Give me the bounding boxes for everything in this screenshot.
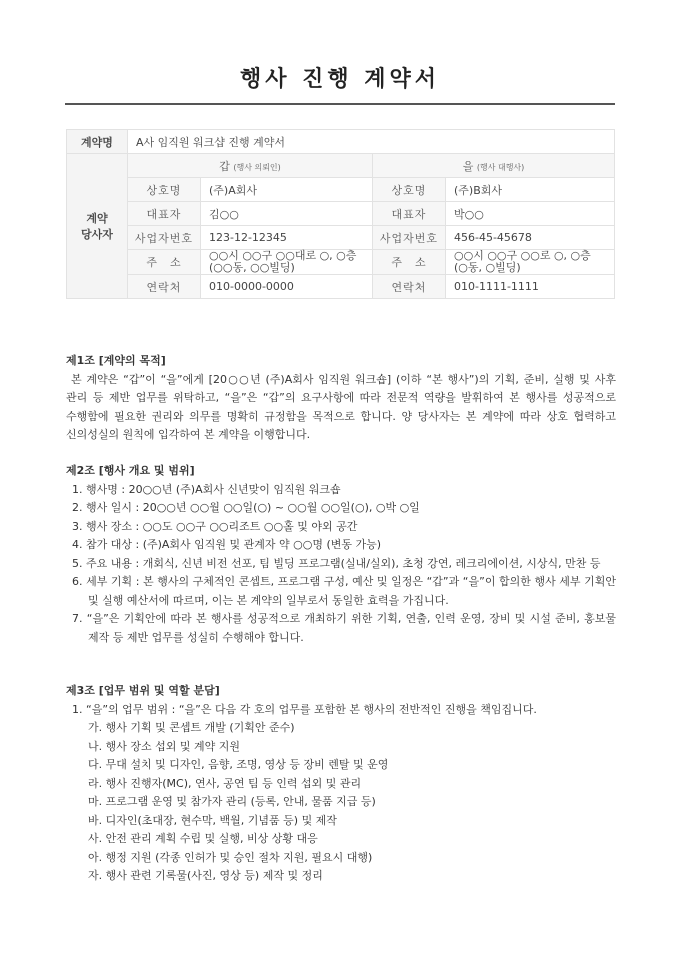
party-b-contact-label: 연락처 xyxy=(373,275,446,299)
article-2-item: 2. 행사 일시 : 20○○년 ○○월 ○○일(○) ~ ○○월 ○○일(○), ○박 ○일 xyxy=(72,501,420,514)
parties-label xyxy=(67,154,128,299)
party-b-address-label: 주 소 xyxy=(373,250,446,275)
article-3-subitem: 나. 행사 장소 섭외 및 계약 지원 xyxy=(88,739,240,753)
party-a-bizno-label: 사업자번호 xyxy=(128,226,201,250)
party-b-address-value: ○○시 ○○구 ○○로 ○, ○층 (○동, ○빌딩) xyxy=(446,250,615,275)
contract-info-table xyxy=(66,129,615,299)
article-3-subitem: 사. 안전 관리 계획 수립 및 실행, 비상 상황 대응 xyxy=(88,832,318,845)
article-3-title: 제3조 [업무 범위 및 역할 분담] xyxy=(66,684,220,697)
article-2-item: 3. 행사 장소 : ○○도 ○○구 ○○리조트 ○○홀 및 야외 공간 xyxy=(72,519,358,533)
document-title: 행사 진행 계약서 xyxy=(239,67,441,92)
party-a-company-label: 상호명 xyxy=(128,178,201,202)
parties-label-line2: 당사자 xyxy=(81,228,113,241)
party-a-company-value: (주)A회사 xyxy=(201,178,373,202)
article-2-item: 7. “을”은 기획안에 따라 본 행사를 성공적으로 개최하기 위한 기획, 연출, 인력 운영, 장비 및 시설 준비, 홍보물 제작 등 제반 업무를 성실히 수행해야 합니다. xyxy=(72,612,616,644)
party-b-contact-value: 010-1111-1111 xyxy=(446,275,615,299)
article-3-subitem: 다. 무대 설치 및 디자인, 음향, 조명, 영상 등 장비 렌탈 및 운영 xyxy=(88,758,389,771)
article-3-subitem: 마. 프로그램 운영 및 참가자 관리 (등록, 안내, 물품 지급 등) xyxy=(88,795,376,808)
article-2-item: 6. 세부 기획 : 본 행사의 구체적인 콘셉트, 프로그램 구성, 예산 및 일정은 “갑”과 “을”이 합의한 행사 세부 기획안 및 실행 예산서에 따르며, 이는 본 계약의 일부로서 동일한 효력을 가집니다. xyxy=(72,575,616,607)
contract-name-value: A사 임직원 워크샵 진행 계약서 xyxy=(128,130,615,154)
party-b-title: 을 xyxy=(462,159,474,173)
article-3-subitem: 가. 행사 기획 및 콘셉트 개발 (기획안 준수) xyxy=(88,721,295,734)
party-b-company-value: (주)B회사 xyxy=(446,178,615,202)
article-2-item: 5. 주요 내용 : 개회식, 신년 비전 선포, 팀 빌딩 프로그램(실내/실외), 초청 강연, 레크리에이션, 시상식, 만찬 등 xyxy=(72,556,601,570)
party-b-bizno-label: 사업자번호 xyxy=(373,226,446,250)
parties-label-line1: 계약 xyxy=(86,212,108,225)
article-3 xyxy=(66,682,616,886)
party-b-company-label: 상호명 xyxy=(373,178,446,202)
party-b-header xyxy=(373,154,615,178)
article-1 xyxy=(66,352,616,445)
party-b-ceo-value: 박○○ xyxy=(446,202,615,226)
party-b-ceo-label: 대표자 xyxy=(373,202,446,226)
party-a-contact-value: 010-0000-0000 xyxy=(201,275,373,299)
article-3-subitem: 자. 행사 관련 기록물(사진, 영상 등) 제작 및 정리 xyxy=(88,869,323,882)
party-a-ceo-value: 김○○ xyxy=(201,202,373,226)
contract-name-label: 계약명 xyxy=(67,130,128,154)
party-a-address-value: ○○시 ○○구 ○○대로 ○, ○층 (○○동, ○○빌딩) xyxy=(201,250,373,275)
party-a-contact-label: 연락처 xyxy=(128,275,201,299)
article-2-item: 4. 참가 대상 : (주)A회사 임직원 및 관계자 약 ○○명 (변동 가능) xyxy=(72,538,382,551)
title-divider xyxy=(65,103,615,105)
article-3-subitem: 라. 행사 진행자(MC), 연사, 공연 팀 등 인력 섭외 및 관리 xyxy=(88,776,362,790)
article-3-subitem: 바. 디자인(초대장, 현수막, 백월, 기념품 등) 및 제작 xyxy=(88,813,337,827)
party-a-bizno-value: 123-12-12345 xyxy=(201,226,373,250)
party-a-note: (행사 의뢰인) xyxy=(233,162,281,172)
party-b-bizno-value: 456-45-45678 xyxy=(446,226,615,250)
party-a-title: 갑 xyxy=(219,159,230,173)
party-a-ceo-label: 대표자 xyxy=(128,202,201,226)
article-2-title: 제2조 [행사 개요 및 범위] xyxy=(66,464,195,477)
article-2-item: 1. 행사명 : 20○○년 (주)A회사 신년맞이 임직원 워크숍 xyxy=(72,482,341,496)
article-2 xyxy=(66,462,616,647)
article-1-body: 본 계약은 “갑”이 “을”에게 [20○○년 (주)A회사 임직원 워크숍] (이하 “본 행사”)의 기획, 준비, 실행 및 사후 관리 등 제반 업무를 위탁하고, “을”은 “갑”의 요구사항에 따라 전문적 역량을 발휘하여 본 행사를 성공적으로 수행함에 필요한 권리와 의무를 명확히 규정함을 목적으로 합니다. 양 당사자는 본 계약에 따라 상호 협력하고 신의성실의 원칙에 입각하여 본 계약을 이행합니다. xyxy=(66,372,616,441)
party-a-address-label: 주 소 xyxy=(128,250,201,275)
party-b-note: (행사 대행사) xyxy=(476,162,525,172)
article-1-title: 제1조 [계약의 목적] xyxy=(66,354,166,367)
article-3-item: 1. “을”의 업무 범위 : “을”은 다음 각 호의 업무를 포함한 본 행사의 전반적인 진행을 책임집니다. xyxy=(72,702,537,716)
party-a-header xyxy=(128,154,373,178)
article-3-subitem: 아. 행정 지원 (각종 인허가 및 승인 절차 지원, 필요시 대행) xyxy=(88,850,373,864)
